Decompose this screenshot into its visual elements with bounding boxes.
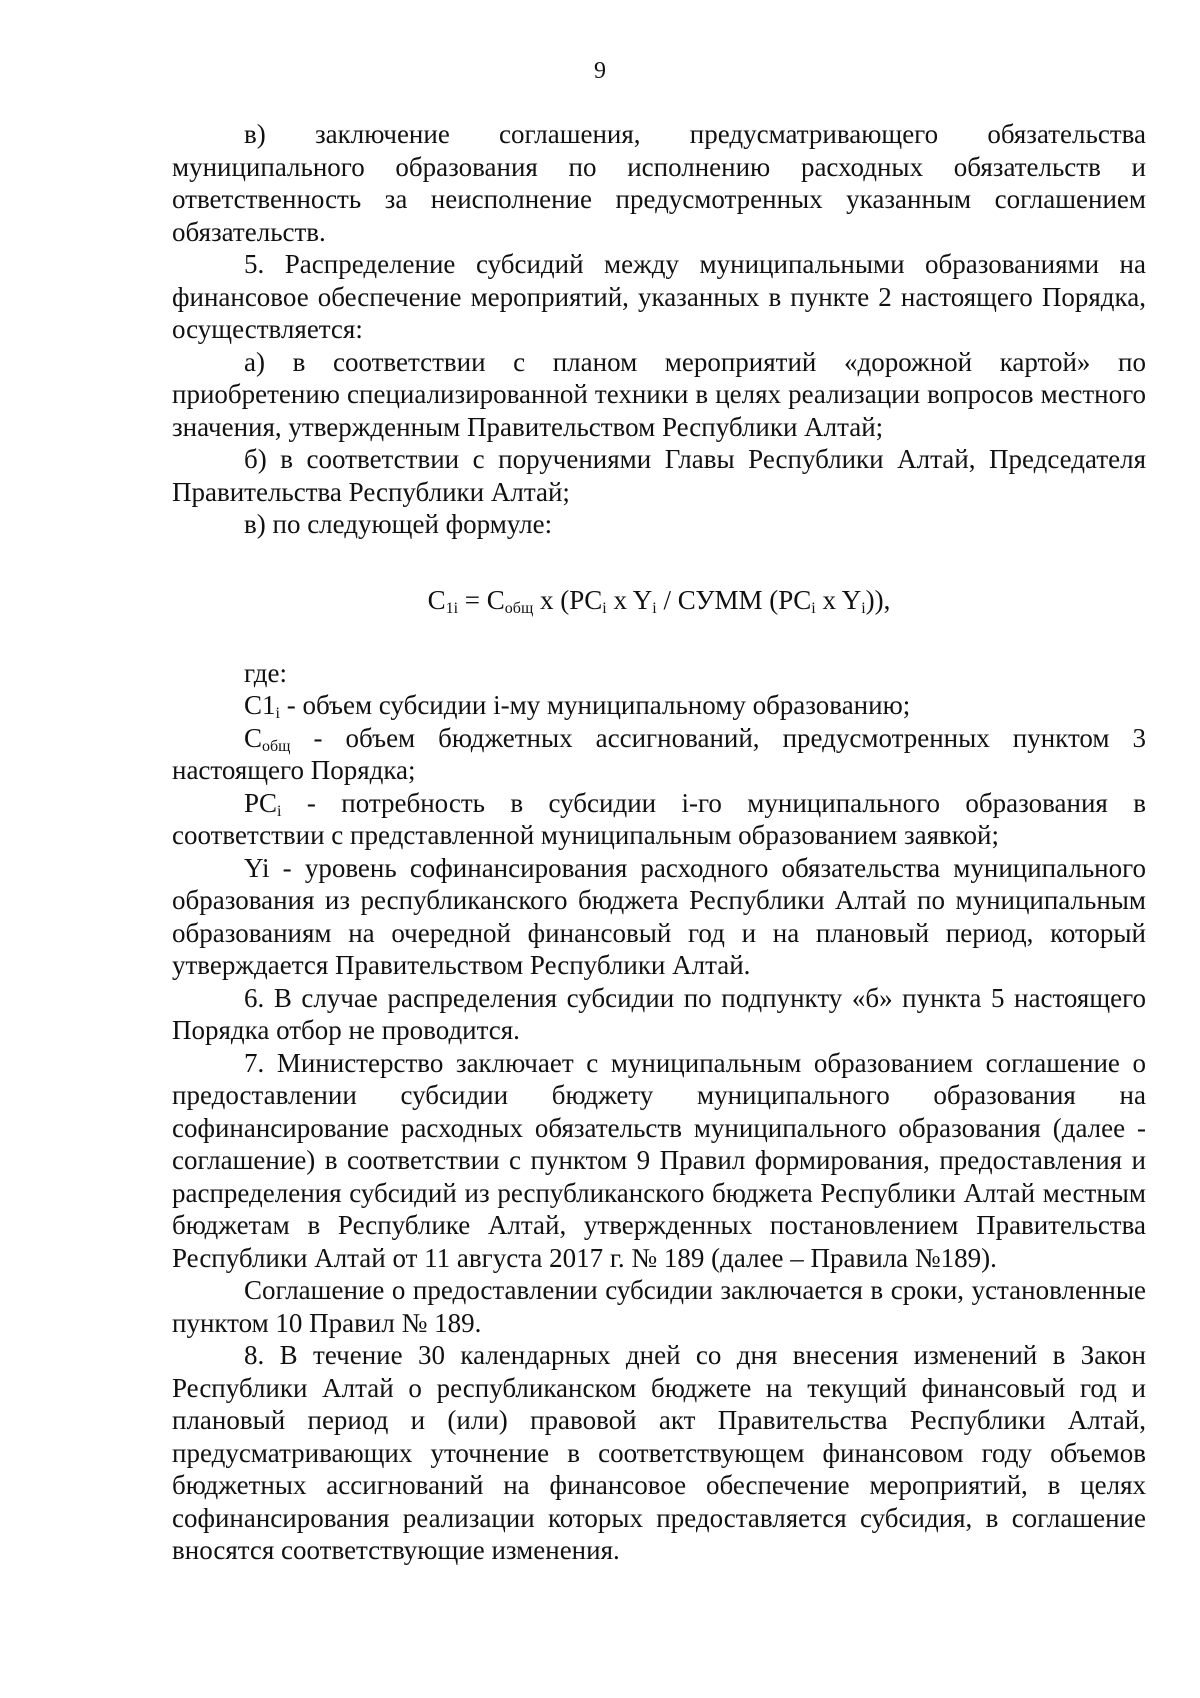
definition-cobsh-sub: общ	[262, 737, 291, 755]
definition-c1-sub: i	[275, 705, 280, 722]
formula-part5: )),	[865, 584, 891, 615]
formula-part3: / СУММ (PC	[656, 584, 812, 615]
definition-pc-text: - потребность в субсидии i-го муниципального образования в соответствии с представленной муниципальным образованием заявкой;	[172, 787, 1146, 850]
page-number: 9	[594, 58, 606, 84]
paragraph-5v: в) по следующей формуле:	[244, 509, 553, 539]
paragraph-4v: в) заключение соглашения, предусматривающего обязательства муниципального образования по исполнению расходных обязательств и ответственность за неисполнение предусмотренных указанным соглашением обязательств.	[172, 119, 1146, 247]
formula-c-sub: 1i	[445, 599, 459, 617]
formula-obsh-sub: общ	[504, 599, 534, 617]
formula-eq: = C	[458, 584, 505, 615]
definition-cobsh-symbol: C	[244, 722, 263, 753]
paragraph-7: 7. Министерство заключает с муниципальным образованием соглашение о предоставлении субсидии бюджету муниципального образования на софинансирование расходных обязательств муниципального образования (далее - соглашение) в соответствии с пунктом 9 Правил формирования, предоставления и распределения субсидий из республиканского бюджета Республики Алтай местным бюджетам в Республике Алтай, утвержденных постановлением Правительства Республики Алтай от 11 августа 2017 г. № 189 (далее – Правила №189).	[172, 1047, 1146, 1273]
definition-cobsh-text: - объем бюджетных ассигнований, предусмотренных пунктом 3 настоящего Порядка;	[172, 722, 1146, 785]
paragraph-6: 6. В случае распределения субсидии по подпункту «б» пункта 5 настоящего Порядка отбор не проводится.	[172, 982, 1146, 1045]
formula-part1: x (PC	[533, 584, 603, 615]
formula-i3: i	[811, 599, 816, 617]
formula-i1: i	[602, 599, 607, 617]
definition-pc-sub: i	[277, 802, 282, 820]
definition-yi: Yi - уровень софинансирования расходного обязательства муниципального образования из республиканского бюджета Республики Алтай по муниципальным образованиям на очередной финансовый год и на плановый период, который утверждается Правительством Республики Алтай.	[172, 852, 1146, 980]
paragraph-5b: б) в соответствии с поручениями Главы Республики Алтай, Председателя Правительства Республики Алтай;	[172, 444, 1146, 507]
document-body	[172, 118, 1146, 1567]
definition-c1-symbol: C1	[244, 690, 276, 720]
paragraph-5a: а) в соответствии с планом мероприятий «дорожной картой» по приобретению специализированной техники в целях реализации вопросов местного значения, утвержденным Правительством Республики Алтай;	[172, 346, 1146, 442]
definition-pc	[172, 787, 1146, 852]
distribution-formula	[172, 541, 1146, 657]
formula-part4: x Y	[815, 584, 862, 615]
definition-c1-text: - объем субсидии i-му муниципальному образованию;	[279, 690, 911, 720]
definition-pc-symbol: PC	[244, 787, 278, 818]
formula-i2: i	[652, 599, 657, 617]
where-label: где:	[244, 657, 287, 688]
definition-cobsh	[172, 722, 1146, 787]
formula-part2: x Y	[606, 584, 653, 615]
paragraph-8: 8. В течение 30 календарных дней со дня внесения изменений в Закон Республики Алтай о республиканском бюджете на текущий финансовый год и плановый период и (или) правовой акт Правительства Республики Алтай, предусматривающих уточнение в соответствующем финансовом году объемов бюджетных ассигнований на финансовое обеспечение мероприятий, в целях софинансирования реализации которых предоставляется субсидия, в соглашение вносятся соответствующие изменения.	[172, 1340, 1146, 1565]
definition-c1	[172, 689, 1146, 722]
paragraph-7-agreement-terms: Соглашение о предоставлении субсидии заключается в сроки, установленные пунктом 10 Правил № 189.	[172, 1275, 1146, 1338]
formula-c: C	[427, 584, 446, 615]
paragraph-5: 5. Распределение субсидий между муниципальными образованиями на финансовое обеспечение мероприятий, указанных в пункте 2 настоящего Порядка, осуществляется:	[172, 249, 1146, 344]
formula-i4: i	[861, 599, 866, 617]
